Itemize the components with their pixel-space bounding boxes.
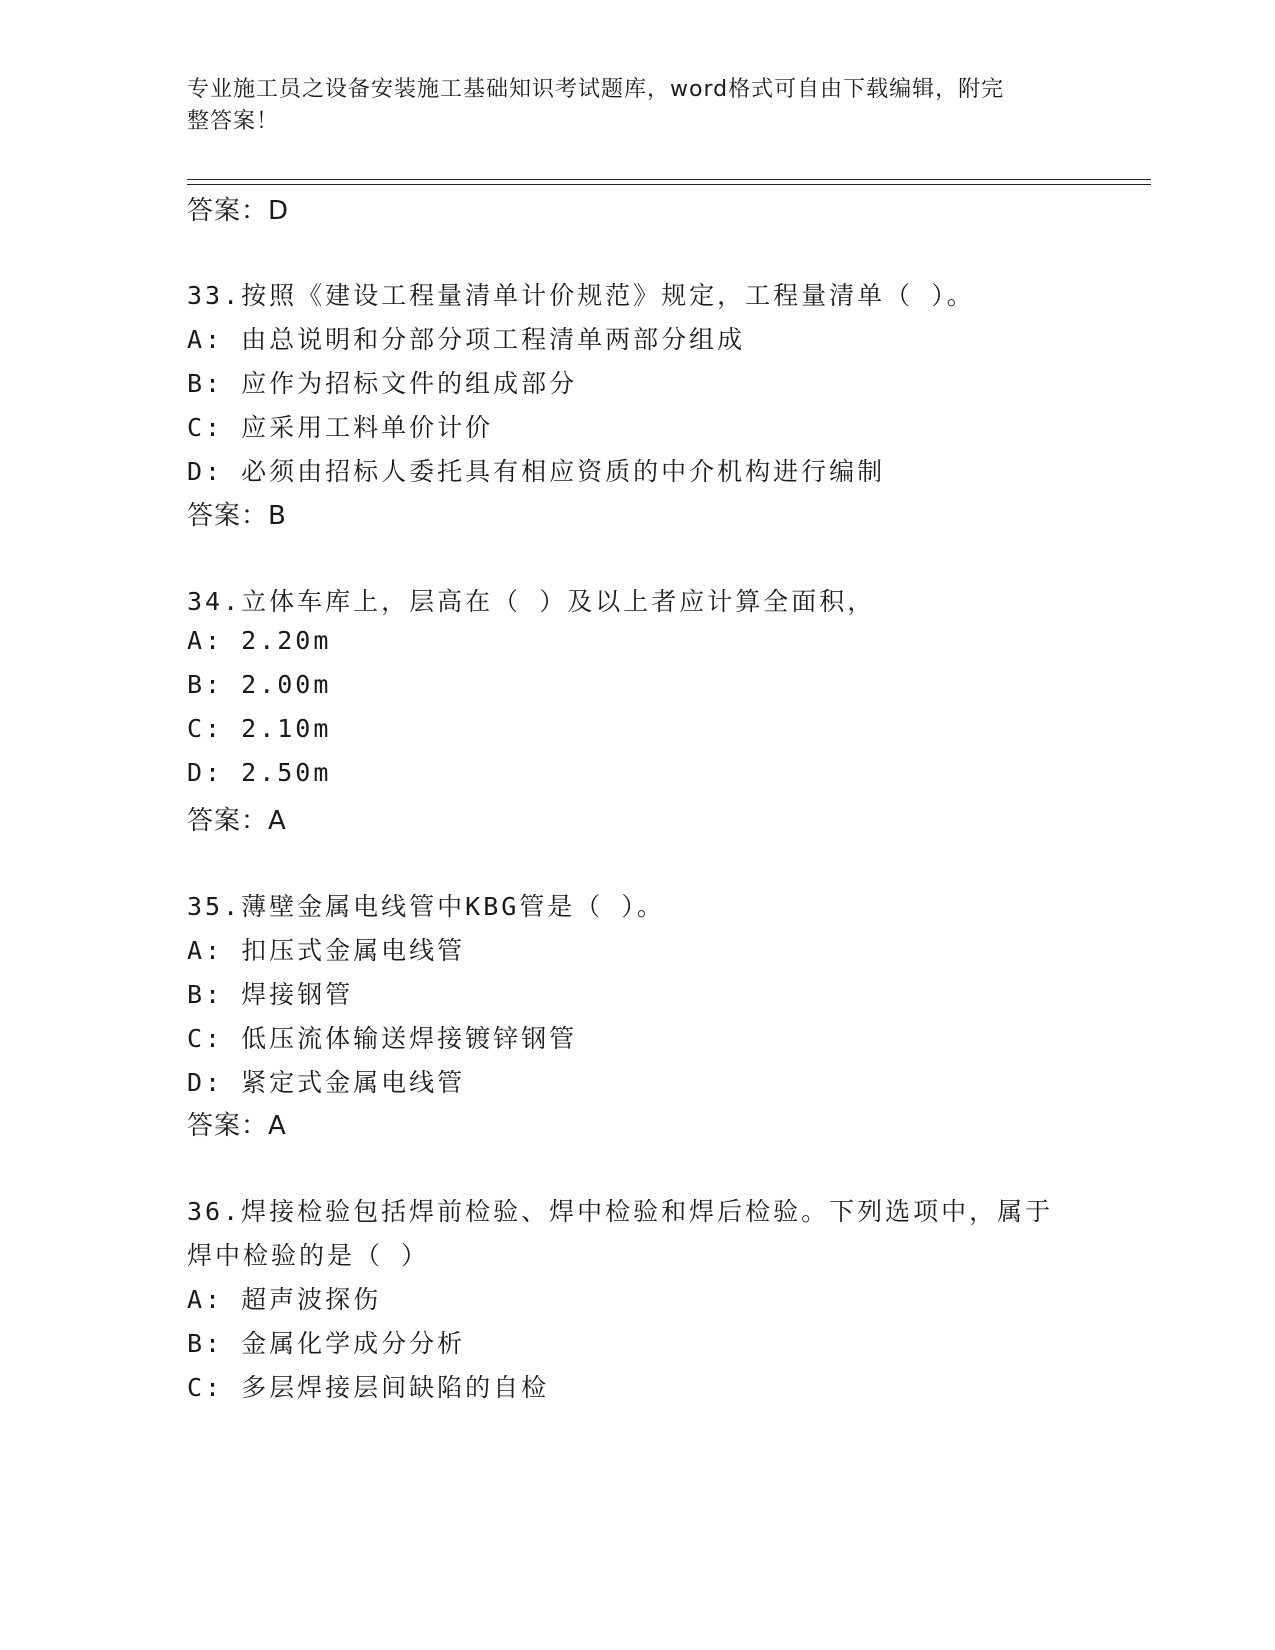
question-36-option-a: A: 超声波探伤 — [187, 1285, 382, 1314]
question-33-option-b: B: 应作为招标文件的组成部分 — [187, 369, 578, 398]
question-34-option-d: D: 2.50m — [187, 758, 332, 787]
question-36-stem-line-1: 36.焊接检验包括焊前检验、焊中检验和焊后检验。下列选项中，属于 — [187, 1197, 1054, 1226]
question-35-option-d: D: 紧定式金属电线管 — [187, 1068, 466, 1097]
question-33-option-c: C: 应采用工料单价计价 — [187, 413, 494, 442]
header-line-2: 整答案！ — [187, 109, 280, 134]
question-35-option-b: B: 焊接钢管 — [187, 980, 354, 1009]
question-35-option-c: C: 低压流体输送焊接镀锌钢管 — [187, 1024, 578, 1053]
question-34-option-b: B: 2.00m — [187, 670, 332, 699]
question-33-option-d: D: 必须由招标人委托具有相应资质的中介机构进行编制 — [187, 457, 886, 486]
header-divider-bottom — [187, 184, 1151, 185]
answer-33: 答案：B — [187, 501, 287, 531]
question-34-option-a: A: 2.20m — [187, 626, 332, 655]
header-divider-top — [187, 179, 1151, 180]
answer-35: 答案：A — [187, 1111, 287, 1141]
question-36-stem-line-2: 焊中检验的是（ ） — [187, 1241, 430, 1270]
question-34-option-c: C: 2.10m — [187, 714, 332, 743]
question-36-option-b: B: 金属化学成分分析 — [187, 1329, 466, 1358]
question-35-option-a: A: 扣压式金属电线管 — [187, 936, 466, 965]
question-33-option-a: A: 由总说明和分部分项工程清单两部分组成 — [187, 325, 746, 354]
question-33-stem: 33.按照《建设工程量清单计价规范》规定，工程量清单（ ）。 — [187, 281, 975, 310]
question-35-stem: 35.薄壁金属电线管中KBG管是（ ）。 — [187, 892, 665, 921]
answer-prev: 答案：D — [187, 196, 290, 226]
question-36-option-c: C: 多层焊接层间缺陷的自检 — [187, 1373, 550, 1402]
header-line-1: 专业施工员之设备安装施工基础知识考试题库，word格式可自由下载编辑，附完 — [187, 77, 1005, 102]
question-34-stem: 34.立体车库上，层高在（ ）及以上者应计算全面积， — [187, 587, 876, 616]
answer-34: 答案：A — [187, 806, 287, 836]
document-header — [187, 74, 1067, 138]
